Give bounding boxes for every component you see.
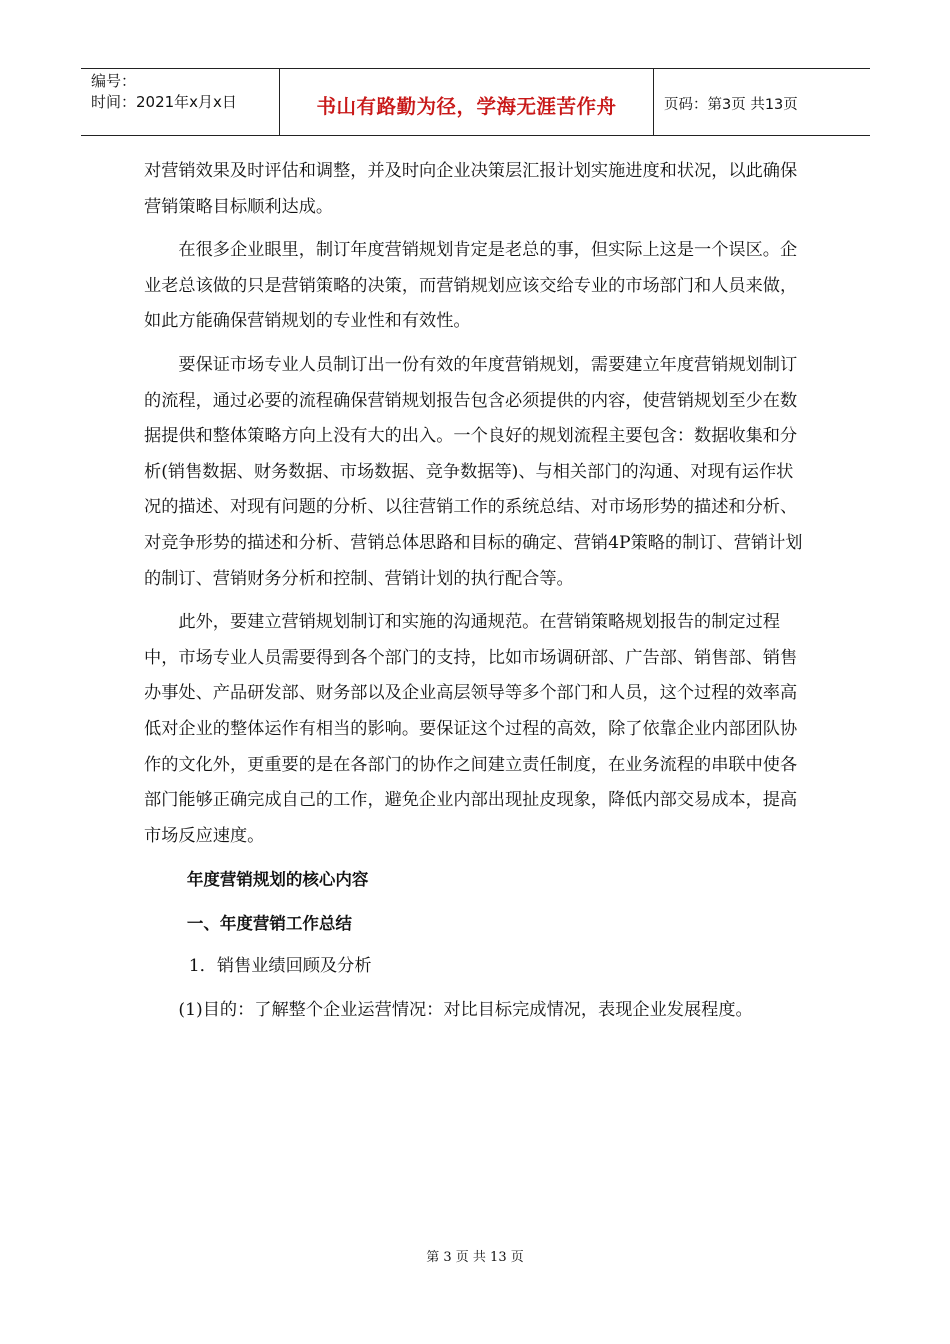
header-meta bbox=[81, 69, 280, 135]
document-time-label: 时间：2021年x月x日 bbox=[91, 93, 237, 111]
page-header bbox=[81, 68, 870, 136]
header-motto: 书山有路勤为径，学海无涯苦作舟 bbox=[280, 69, 654, 135]
page-footer: 第 3 页 共 13 页 bbox=[426, 1250, 524, 1265]
paragraph-2: 在很多企业眼里，制订年度营销规划肯定是老总的事，但实际上这是一个误区。企业老总该做的只是营销策略的决策，而营销规划应该交给专业的市场部门和人员来做，如此方能确保营销规划的专业性和有效性。 bbox=[144, 240, 798, 332]
document-number-label: 编号： bbox=[91, 72, 137, 90]
list-item-sales-review: 1．销售业绩回顾及分析 bbox=[188, 956, 372, 977]
section-heading-core-content: 年度营销规划的核心内容 bbox=[186, 870, 369, 890]
paragraph-4: 此外，要建立营销规划制订和实施的沟通规范。在营销策略规划报告的制定过程中，市场专业人员需要得到各个部门的支持，比如市场调研部、广告部、销售部、销售办事处、产品研发部、财务部以及企业高层领导等多个部门和人员，这个过程的效率高低对企业的整体运作有相当的影响。要保证这个过程的高效，除了依靠企业内部团队协作的文化外，更重要的是在各部门的协作之间建立责任制度，在业务流程的串联中使各部门能够正确完成自己的工作，避免企业内部出现扯皮现象，降低内部交易成本，提高市场反应速度。 bbox=[144, 612, 798, 846]
section-heading-summary: 一、年度营销工作总结 bbox=[186, 913, 352, 933]
paragraph-1: 对营销效果及时评估和调整，并及时向企业决策层汇报计划实施进度和状况，以此确保营销策略目标顺利达成。 bbox=[144, 161, 798, 217]
header-page-label: 页码：第3页 共13页 bbox=[664, 96, 798, 113]
document-body bbox=[144, 154, 806, 1029]
paragraph-3: 要保证市场专业人员制订出一份有效的年度营销规划，需要建立年度营销规划制订的流程，通过必要的流程确保营销规划报告包含必须提供的内容，使营销规划至少在数据提供和整体策略方向上没有大的出入。一个良好的规划流程主要包含：数据收集和分析(销售数据、财务数据、市场数据、竞争数据等)、与相关部门的沟通、对现有运作状况的描述、对现有问题的分析、以往营销工作的系统总结、对市场形势的描述和分析、对竞争形势的描述和分析、营销总体思路和目标的确定、营销4P策略的制订、营销计划的制订、营销财务分析和控制、营销计划的执行配合等。 bbox=[144, 354, 803, 589]
list-item-purpose: (1)目的：了解整个企业运营情况：对比目标完成情况，表现企业发展程度。 bbox=[178, 1000, 753, 1021]
